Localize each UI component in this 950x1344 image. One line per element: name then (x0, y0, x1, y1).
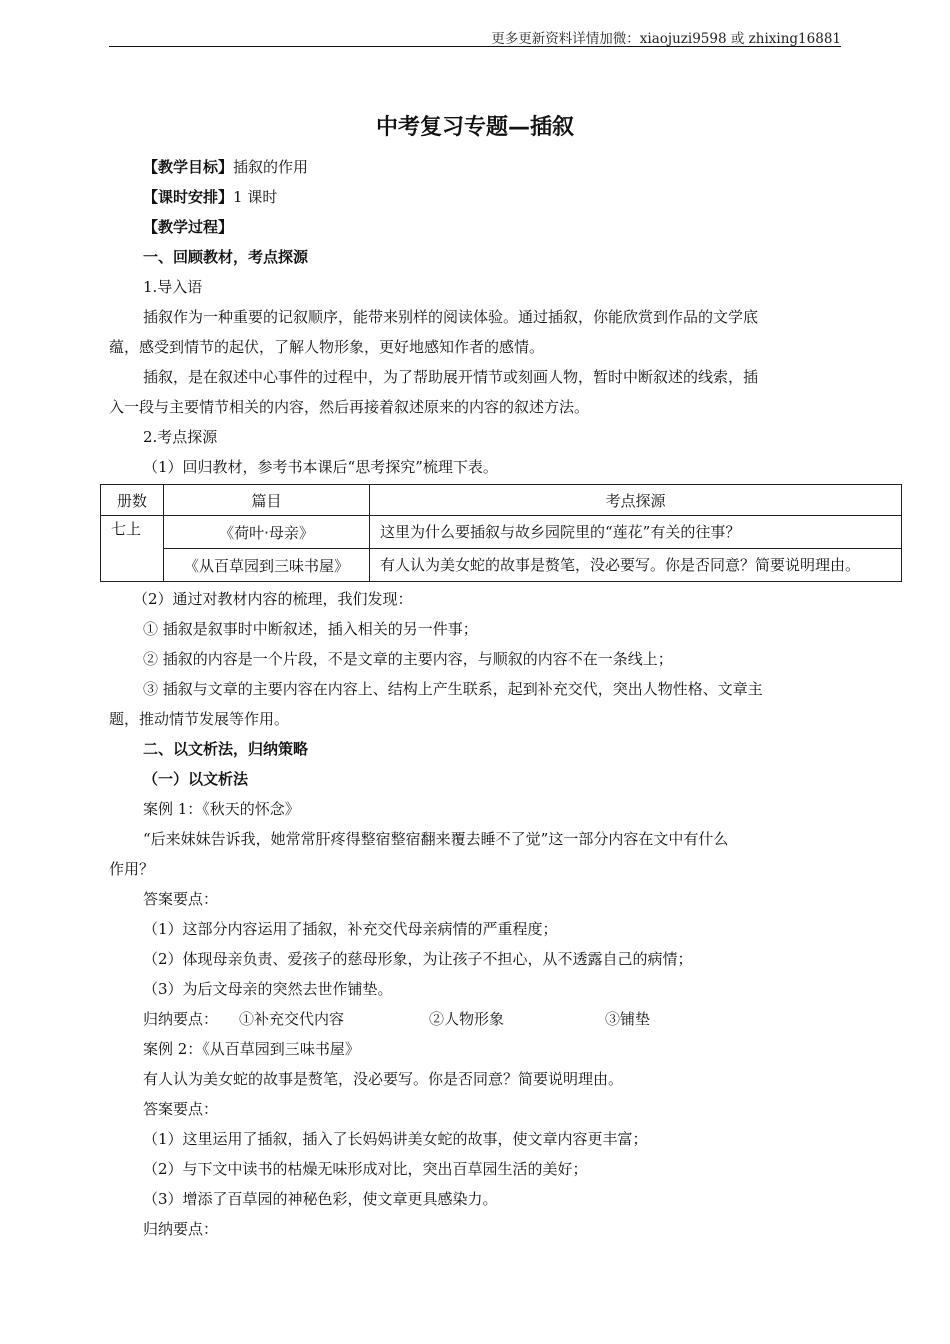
finding-2: ② 插叙的内容是一个片段，不是文章的主要内容，与顺叙的内容不在一条线上； (143, 650, 673, 668)
case2-answer-3: （3）增添了百草园的神秘色彩，使文章更具感染力。 (143, 1190, 498, 1208)
case1-answer-label: 答案要点： (143, 890, 219, 908)
process-label: 【教学过程】 (143, 218, 234, 236)
section2-sub: （一）以文析法 (143, 770, 249, 788)
para1-line2: 蕴，感受到情节的起伏，了解人物形象，更好地感知作者的感情。 (109, 338, 545, 356)
findings-intro: （2）通过对教材内容的梳理，我们发现： (133, 590, 413, 608)
table-cell-volume: 七上 (101, 516, 164, 582)
goal-label: 【教学目标】 (143, 158, 234, 176)
case2-summary-label: 归纳要点： (143, 1220, 219, 1238)
table-intro: （1）回归教材，参考书本课后“思考探究”梳理下表。 (143, 458, 498, 476)
para2-line2: 入一段与主要情节相关的内容，然后再接着叙述原来的内容的叙述方法。 (109, 398, 590, 416)
case2-title: 案例 2：《从百草园到三味书屋》 (143, 1040, 360, 1058)
case2-answer-label: 答案要点： (143, 1100, 219, 1118)
case1-question-line2: 作用？ (109, 860, 155, 878)
finding-3-line2: 题，推动情节发展等作用。 (109, 710, 290, 728)
case1-question-line1: “后来妹妹告诉我，她常常肝疼得整宿整宿翻来覆去睡不了觉”这一部分内容在文中有什么 (143, 830, 729, 848)
document-body (109, 152, 861, 1244)
case1-summary-item: ③铺垫 (605, 1010, 651, 1028)
section1-sub2: 2.考点探源 (143, 428, 218, 446)
teaching-process (109, 212, 841, 242)
para2-line1: 插叙，是在叙述中心事件的过程中，为了帮助展开情节或刻画人物，暂时中断叙述的线索，插 (143, 368, 759, 386)
teaching-goal (109, 152, 841, 182)
para1-line1: 插叙作为一种重要的记叙顺序，能带来别样的阅读体验。通过插叙，你能欣赏到作品的文学底 (143, 308, 759, 326)
case2-answer-2: （2）与下文中读书的枯燥无味形成对比，突出百草园生活的美好； (143, 1160, 588, 1178)
finding-1: ① 插叙是叙事时中断叙述，插入相关的另一件事； (143, 620, 478, 638)
section1-heading: 一、回顾教材，考点探源 (143, 248, 309, 266)
time-label: 【课时安排】 (143, 188, 234, 206)
case1-answer-2: （2）体现母亲负责、爱孩子的慈母形象，为让孩子不担心，从不透露自己的病情； (143, 950, 693, 968)
goal-text: 插叙的作用 (233, 158, 309, 176)
case2-question: 有人认为美女蛇的故事是赘笔，没必要写。你是否同意？简要说明理由。 (143, 1070, 624, 1088)
table-header-row (101, 485, 902, 516)
header-rule (109, 46, 841, 47)
case1-answer-3: （3）为后文母亲的突然去世作铺垫。 (143, 980, 393, 998)
header-note: 更多更新资料详情加微：xiaojuzi9598 或 zhixing16881 (491, 31, 841, 47)
case1-answer-1: （1）这部分内容运用了插叙，补充交代母亲病情的严重程度； (143, 920, 558, 938)
table-header-title: 篇目 (164, 485, 370, 516)
table-row (101, 516, 902, 549)
table-header-volume: 册数 (101, 485, 164, 516)
case1-summary-item: ①补充交代内容 (239, 1010, 345, 1028)
table-cell-title: 《从百草园到三味书屋》 (164, 549, 370, 582)
table-row (101, 549, 902, 582)
section2-heading: 二、以文析法，归纳策略 (143, 740, 309, 758)
case1-summary-item: ②人物形象 (429, 1010, 505, 1028)
finding-3-line1: ③ 插叙与文章的主要内容在内容上、结构上产生联系，起到补充交代，突出人物性格、文章主 (143, 680, 763, 698)
time-text: 1 课时 (233, 188, 278, 206)
table-cell-question: 这里为什么要插叙与故乡园院里的“莲花”有关的往事？ (370, 516, 902, 549)
section1-sub1: 1.导入语 (143, 278, 203, 296)
case1-summary-label: 归纳要点： (143, 1010, 219, 1028)
case1-title: 案例 1：《秋天的怀念》 (143, 800, 300, 818)
page-title: 中考复习专题—插叙 (375, 115, 574, 140)
textbook-table (100, 484, 902, 582)
case1-summary (109, 1004, 841, 1034)
table-header-exam: 考点探源 (370, 485, 902, 516)
table-cell-title: 《荷叶·母亲》 (164, 516, 370, 549)
case2-answer-1: （1）这里运用了插叙，插入了长妈妈讲美女蛇的故事，使文章内容更丰富； (143, 1130, 648, 1148)
class-time (109, 182, 841, 212)
table-cell-question: 有人认为美女蛇的故事是赘笔，没必要写。你是否同意？简要说明理由。 (370, 549, 902, 582)
